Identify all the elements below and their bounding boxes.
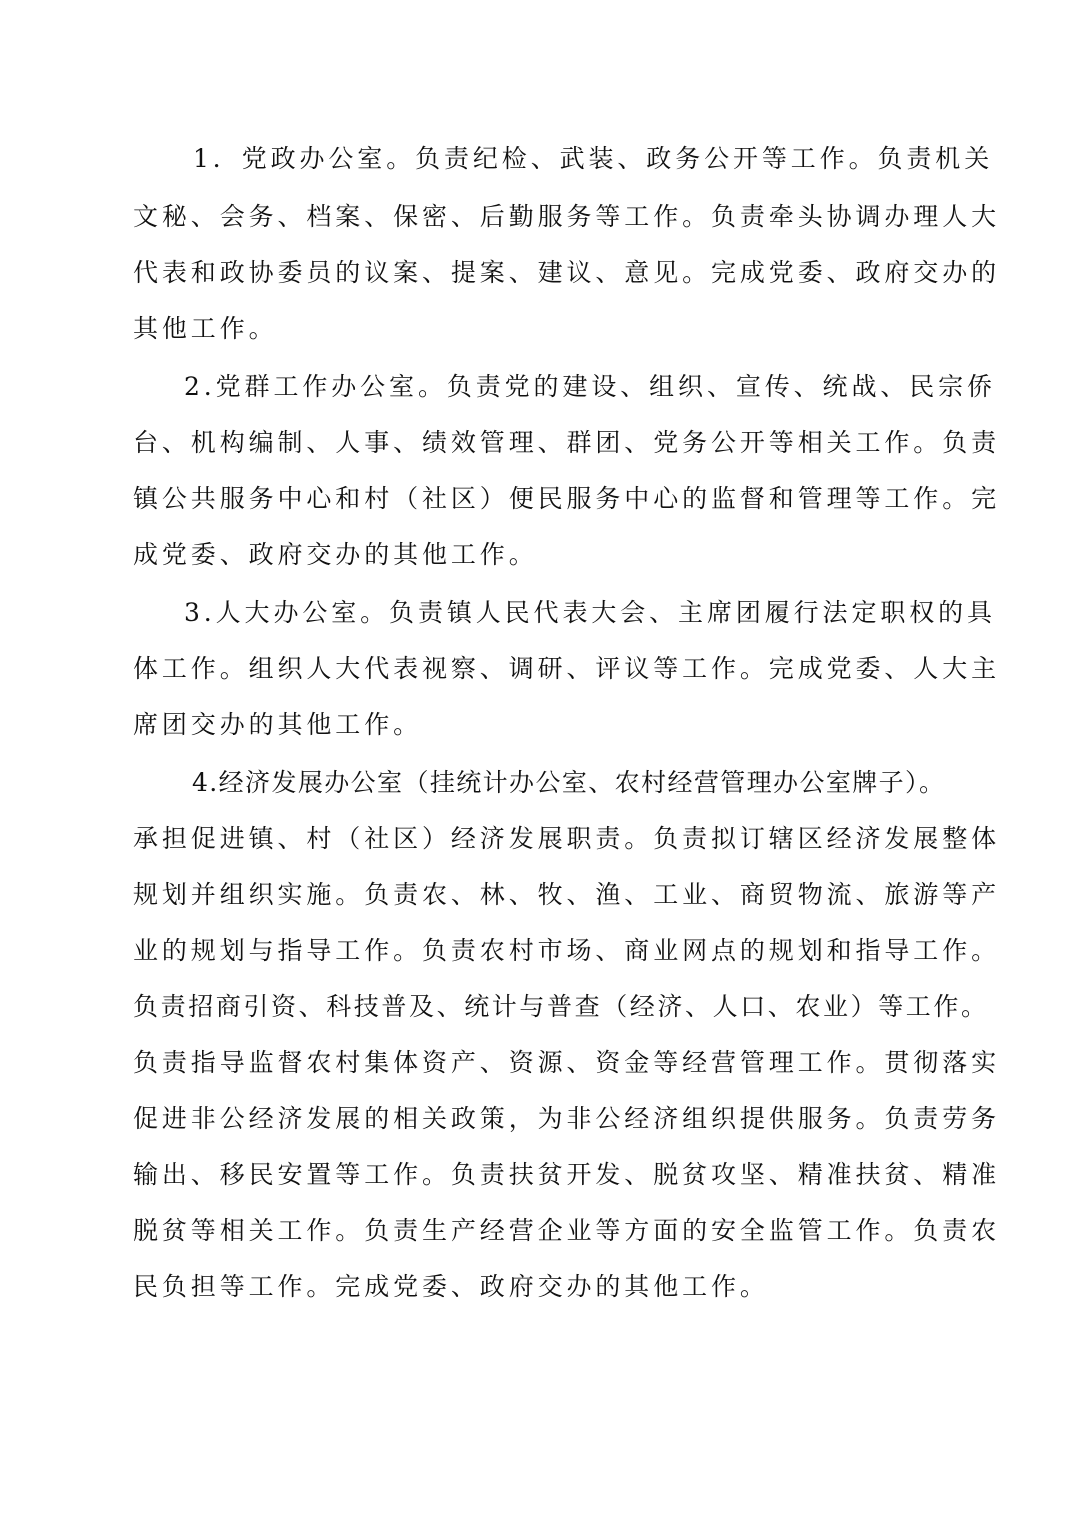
text-line: 承担促进镇、村（社区）经济发展职责。负责拟订辖区经济发展整体: [133, 824, 1001, 853]
text-line: 3.人大办公室。负责镇人民代表大会、主席团履行法定职权的具: [184, 598, 996, 627]
text-line: 席团交办的其他工作。: [133, 710, 423, 739]
text-line: 代表和政协委员的议案、提案、建议、意见。完成党委、政府交办的: [133, 258, 1001, 287]
text-line: 促进非公经济发展的相关政策，为非公经济组织提供服务。负责劳务: [133, 1104, 1001, 1133]
text-line: 体工作。组织人大代表视察、调研、评议等工作。完成党委、人大主: [133, 654, 1001, 683]
text-line: 镇公共服务中心和村（社区）便民服务中心的监督和管理等工作。完: [133, 484, 1001, 513]
text-line: 输出、移民安置等工作。负责扶贫开发、脱贫攻坚、精准扶贫、精准: [133, 1160, 1001, 1189]
text-line: 台、机构编制、人事、绩效管理、群团、党务公开等相关工作。负责: [133, 428, 1001, 457]
text-line: 成党委、政府交办的其他工作。: [133, 540, 538, 569]
text-line: 民负担等工作。完成党委、政府交办的其他工作。: [133, 1272, 769, 1301]
text-line: 2.党群工作办公室。负责党的建设、组织、宣传、统战、民宗侨: [184, 372, 996, 401]
text-line: 文秘、会务、档案、保密、后勤服务等工作。负责牵头协调办理人大: [133, 202, 1001, 231]
text-line: 业的规划与指导工作。负责农村市场、商业网点的规划和指导工作。: [133, 936, 1001, 965]
text-line: 负责招商引资、科技普及、统计与普查（经济、人口、农业）等工作。: [133, 992, 989, 1021]
text-line: 1．党政办公室。负责纪检、武装、政务公开等工作。负责机关: [193, 144, 994, 173]
text-line: 负责指导监督农村集体资产、资源、资金等经营管理工作。贯彻落实: [133, 1048, 1001, 1077]
text-line: 4.经济发展办公室（挂统计办公室、农村经营管理办公室牌子）。: [192, 768, 946, 797]
text-line: 其他工作。: [133, 314, 278, 343]
text-line: 规划并组织实施。负责农、林、牧、渔、工业、商贸物流、旅游等产: [133, 880, 1001, 909]
text-line: 脱贫等相关工作。负责生产经营企业等方面的安全监管工作。负责农: [133, 1216, 1001, 1245]
